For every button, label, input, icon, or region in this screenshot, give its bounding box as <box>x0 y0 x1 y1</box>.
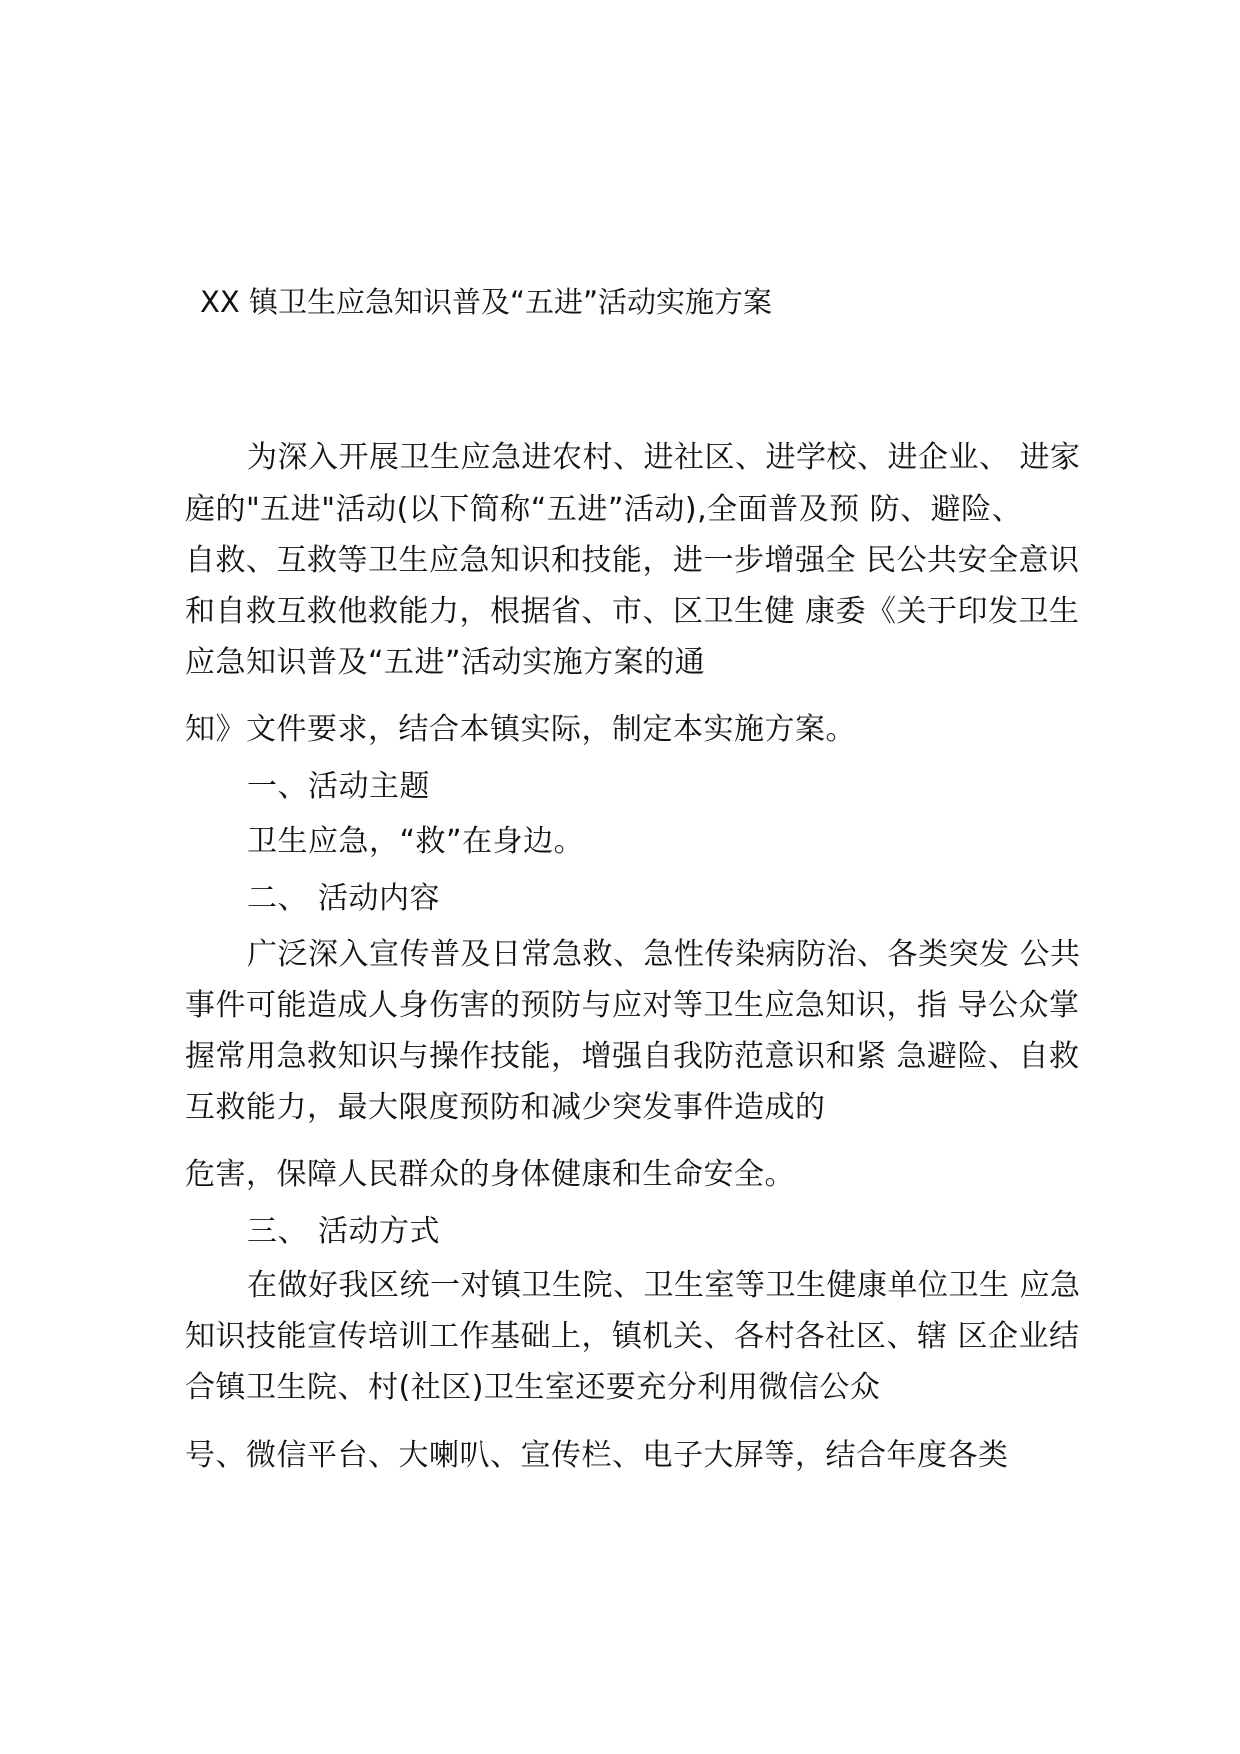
body-line: 在做好我区统一对镇卫生院、卫生室等卫生健康单位卫生 应急 <box>247 1268 1081 1303</box>
body-line: 和自救互救他救能力，根据省、市、区卫生健 康委《关于印发卫生 <box>185 594 1080 629</box>
body-line: 自救、互救等卫生应急知识和技能，进一步增强全 民公共安全意识 <box>185 543 1080 578</box>
body-line: 为深入开展卫生应急进农村、进社区、进学校、进企业、 进家 <box>247 440 1081 475</box>
section-heading: 一、活动主题 <box>247 769 430 804</box>
body-line: 庭的"五进"活动(以下简称“五进”活动),全面普及预 防、避险、 <box>185 492 1023 527</box>
body-line: 广泛深入宣传普及日常急救、急性传染病防治、各类突发 公共 <box>247 937 1081 972</box>
body-line: 号、微信平台、大喇叭、宣传栏、电子大屏等，结合年度各类 <box>185 1438 1009 1473</box>
body-line: 知》文件要求，结合本镇实际，制定本实施方案。 <box>185 712 856 747</box>
section-heading: 二、 活动内容 <box>247 881 441 916</box>
section-heading: 三、 活动方式 <box>247 1214 441 1249</box>
body-line: 握常用急救知识与操作技能，增强自我防范意识和紧 急避险、自救 <box>185 1039 1080 1074</box>
document-title: XX 镇卫生应急知识普及“五进”活动实施方案 <box>200 285 773 319</box>
body-line: 应急知识普及“五进”活动实施方案的通 <box>185 645 706 680</box>
body-line: 合镇卫生院、村(社区)卫生室还要充分利用微信公众 <box>185 1370 881 1405</box>
body-line: 互救能力，最大限度预防和减少突发事件造成的 <box>185 1090 826 1125</box>
body-line: 危害，保障人民群众的身体健康和生命安全。 <box>185 1157 795 1192</box>
body-line: 知识技能宣传培训工作基础上，镇机关、各村各社区、辖 区企业结 <box>185 1319 1080 1354</box>
body-line: 事件可能造成人身伤害的预防与应对等卫生应急知识，指 导公众掌 <box>185 988 1080 1023</box>
body-line: 卫生应急，“救”在身边。 <box>247 824 585 859</box>
